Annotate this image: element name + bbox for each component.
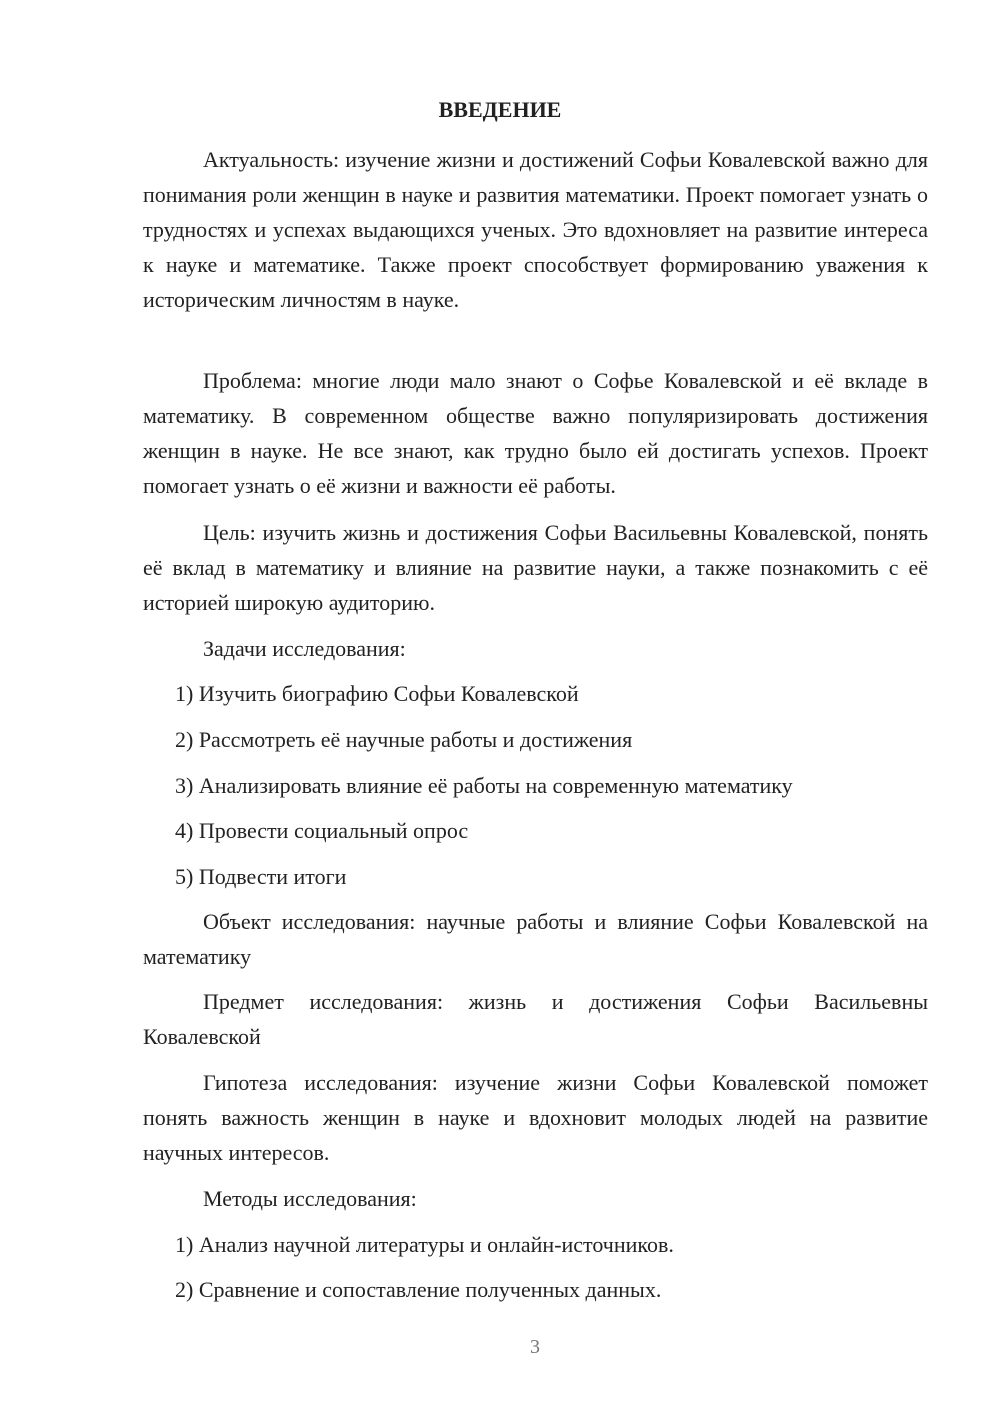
subject-paragraph: [143, 984, 928, 1054]
subject-text: Предмет исследования: жизнь и достижения Софьи Васильевны Ковалевской: [143, 989, 928, 1049]
relevance-text: Актуальность: изучение жизни и достижений Софьи Ковалевской важно для понимания роли женщин в науке и развития математики. Проект помогает узнать о трудностях и успехах выдающихся ученых. Это вдохновляет на развитие интереса к науке и математике. Также проект способствует формированию уважения к историческим личностям в науке.: [143, 147, 928, 312]
relevance-paragraph: [143, 142, 928, 317]
methods-heading: Методы исследования:: [203, 1186, 417, 1211]
list-item: 5) Подвести итоги: [175, 864, 347, 889]
section-title: ВВЕДЕНИЕ: [438, 97, 562, 122]
list-item: 1) Анализ научной литературы и онлайн-источников.: [175, 1232, 674, 1257]
page-number: 3: [530, 1336, 540, 1358]
object-text: Объект исследования: научные работы и влияние Софьи Ковалевской на математику: [143, 909, 928, 969]
list-item: 1) Изучить биографию Софьи Ковалевской: [175, 681, 579, 706]
goal-text: Цель: изучить жизнь и достижения Софьи Васильевны Ковалевской, понять её вклад в математику и влияние на развитие науки, а также познакомить с её историей широкую аудиторию.: [143, 520, 928, 615]
list-item: 2) Рассмотреть её научные работы и достижения: [175, 727, 633, 752]
hypothesis-text: Гипотеза исследования: изучение жизни Софьи Ковалевской поможет понять важность женщин в науке и вдохновит молодых людей на развитие научных интересов.: [143, 1070, 928, 1165]
list-item: 4) Провести социальный опрос: [175, 818, 469, 843]
goal-paragraph: [143, 515, 928, 620]
problem-paragraph: [143, 363, 928, 503]
tasks-heading: Задачи исследования:: [203, 636, 406, 661]
object-paragraph: [143, 904, 928, 974]
list-item: 2) Сравнение и сопоставление полученных данных.: [175, 1277, 662, 1302]
list-item: 3) Анализировать влияние её работы на современную математику: [175, 773, 793, 798]
problem-text: Проблема: многие люди мало знают о Софье Ковалевской и её вкладе в математику. В современном обществе важно популяризировать достижения женщин в науке. Не все знают, как трудно было ей достигать успехов. Проект помогает узнать о её жизни и важности её работы.: [143, 368, 928, 498]
hypothesis-paragraph: [143, 1065, 928, 1170]
